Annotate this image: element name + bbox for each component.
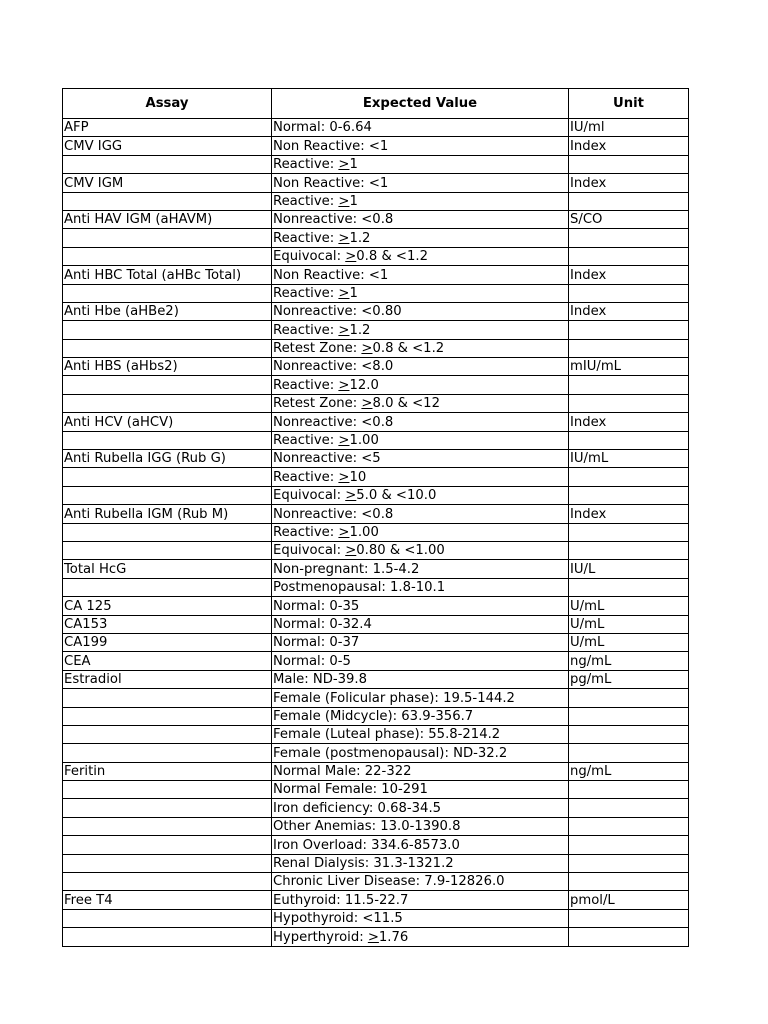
assay-cell <box>63 468 272 486</box>
expected-value-cell: Non Reactive: <1 <box>272 137 569 155</box>
expected-value-cell: Other Anemias: 13.0-1390.8 <box>272 817 569 835</box>
expected-value-cell: Normal: 0-35 <box>272 597 569 615</box>
assay-cell <box>63 817 272 835</box>
expected-value-cell: Retest Zone: >8.0 & <12 <box>272 394 569 412</box>
table-row <box>63 873 689 891</box>
unit-cell <box>569 247 689 265</box>
assay-cell: Anti Hbe (aHBe2) <box>63 302 272 320</box>
expected-value-cell: Nonreactive: <0.8 <box>272 505 569 523</box>
unit-cell <box>569 909 689 927</box>
table-row <box>63 505 689 523</box>
assay-cell: CMV IGG <box>63 137 272 155</box>
table-row <box>63 689 689 707</box>
table-row <box>63 302 689 320</box>
unit-cell <box>569 431 689 449</box>
assay-cell: Total HcG <box>63 560 272 578</box>
expected-value-cell: Normal: 0-32.4 <box>272 615 569 633</box>
table-row <box>63 192 689 210</box>
assay-cell: CMV IGM <box>63 174 272 192</box>
table-row <box>63 431 689 449</box>
assay-cell <box>63 229 272 247</box>
column-header-assay: Assay <box>63 89 272 119</box>
expected-value-cell: Nonreactive: <8.0 <box>272 358 569 376</box>
assay-cell <box>63 578 272 596</box>
table-row <box>63 670 689 688</box>
unit-cell <box>569 468 689 486</box>
table-row <box>63 799 689 817</box>
expected-value-cell: Non Reactive: <1 <box>272 266 569 284</box>
assay-cell <box>63 744 272 762</box>
unit-cell <box>569 928 689 946</box>
expected-value-cell: Female (Folicular phase): 19.5-144.2 <box>272 689 569 707</box>
unit-cell <box>569 155 689 173</box>
table-row <box>63 394 689 412</box>
unit-cell: pg/mL <box>569 670 689 688</box>
unit-cell: ng/mL <box>569 652 689 670</box>
table-row <box>63 560 689 578</box>
expected-value-cell: Nonreactive: <0.8 <box>272 210 569 228</box>
unit-cell: Index <box>569 413 689 431</box>
unit-cell <box>569 689 689 707</box>
table-row <box>63 597 689 615</box>
column-header-expected-value: Expected Value <box>272 89 569 119</box>
assay-cell: AFP <box>63 119 272 137</box>
expected-value-cell: Reactive: >1 <box>272 192 569 210</box>
expected-value-cell: Reactive: >1 <box>272 284 569 302</box>
assay-reference-table <box>62 88 689 947</box>
table-row <box>63 707 689 725</box>
expected-value-cell: Male: ND-39.8 <box>272 670 569 688</box>
table-row <box>63 486 689 504</box>
table-row <box>63 468 689 486</box>
table-row <box>63 247 689 265</box>
unit-cell <box>569 707 689 725</box>
table-row <box>63 137 689 155</box>
unit-cell: mIU/mL <box>569 358 689 376</box>
table-row <box>63 633 689 651</box>
unit-cell: Index <box>569 266 689 284</box>
expected-value-cell: Nonreactive: <0.80 <box>272 302 569 320</box>
table-row <box>63 339 689 357</box>
table-header-row <box>63 89 689 119</box>
assay-cell: Anti HCV (aHCV) <box>63 413 272 431</box>
expected-value-cell: Normal: 0-5 <box>272 652 569 670</box>
table-body <box>63 119 689 947</box>
unit-cell <box>569 781 689 799</box>
expected-value-cell: Iron Overload: 334.6-8573.0 <box>272 836 569 854</box>
table-row <box>63 652 689 670</box>
assay-cell: CA153 <box>63 615 272 633</box>
unit-cell: U/mL <box>569 615 689 633</box>
unit-cell <box>569 394 689 412</box>
table-row <box>63 781 689 799</box>
table-row <box>63 762 689 780</box>
assay-cell: CA199 <box>63 633 272 651</box>
expected-value-cell: Non-pregnant: 1.5-4.2 <box>272 560 569 578</box>
table-row <box>63 321 689 339</box>
table-row <box>63 358 689 376</box>
expected-value-cell: Normal Female: 10-291 <box>272 781 569 799</box>
table-row <box>63 578 689 596</box>
unit-cell <box>569 192 689 210</box>
assay-cell <box>63 854 272 872</box>
table-row <box>63 523 689 541</box>
assay-cell <box>63 284 272 302</box>
expected-value-cell: Normal: 0-6.64 <box>272 119 569 137</box>
table-row <box>63 725 689 743</box>
assay-cell <box>63 873 272 891</box>
assay-cell: Anti HBS (aHbs2) <box>63 358 272 376</box>
assay-cell: Anti Rubella IGG (Rub G) <box>63 450 272 468</box>
assay-cell <box>63 321 272 339</box>
unit-cell <box>569 376 689 394</box>
assay-cell <box>63 431 272 449</box>
expected-value-cell: Equivocal: >0.8 & <1.2 <box>272 247 569 265</box>
expected-value-cell: Postmenopausal: 1.8-10.1 <box>272 578 569 596</box>
assay-cell <box>63 689 272 707</box>
expected-value-cell: Normal Male: 22-322 <box>272 762 569 780</box>
assay-cell: CEA <box>63 652 272 670</box>
unit-cell: IU/L <box>569 560 689 578</box>
table-row <box>63 854 689 872</box>
table-row <box>63 450 689 468</box>
assay-cell <box>63 486 272 504</box>
table-row <box>63 413 689 431</box>
column-header-unit: Unit <box>569 89 689 119</box>
assay-cell <box>63 541 272 559</box>
assay-cell <box>63 394 272 412</box>
expected-value-cell: Female (Midcycle): 63.9-356.7 <box>272 707 569 725</box>
assay-cell: Anti HAV IGM (aHAVM) <box>63 210 272 228</box>
table-row <box>63 376 689 394</box>
unit-cell <box>569 799 689 817</box>
expected-value-cell: Equivocal: >5.0 & <10.0 <box>272 486 569 504</box>
assay-cell <box>63 781 272 799</box>
table-row <box>63 744 689 762</box>
table-row <box>63 174 689 192</box>
expected-value-cell: Nonreactive: <0.8 <box>272 413 569 431</box>
unit-cell <box>569 486 689 504</box>
unit-cell: ng/mL <box>569 762 689 780</box>
assay-cell <box>63 192 272 210</box>
unit-cell <box>569 541 689 559</box>
expected-value-cell: Hyperthyroid: >1.76 <box>272 928 569 946</box>
assay-cell <box>63 376 272 394</box>
table-row <box>63 155 689 173</box>
table-row <box>63 817 689 835</box>
table-row <box>63 229 689 247</box>
expected-value-cell: Reactive: >1.00 <box>272 523 569 541</box>
assay-cell <box>63 909 272 927</box>
expected-value-cell: Euthyroid: 11.5-22.7 <box>272 891 569 909</box>
unit-cell <box>569 578 689 596</box>
expected-value-cell: Retest Zone: >0.8 & <1.2 <box>272 339 569 357</box>
table-row <box>63 284 689 302</box>
assay-cell <box>63 928 272 946</box>
unit-cell: IU/ml <box>569 119 689 137</box>
unit-cell <box>569 229 689 247</box>
assay-cell <box>63 725 272 743</box>
expected-value-cell: Normal: 0-37 <box>272 633 569 651</box>
expected-value-cell: Chronic Liver Disease: 7.9-12826.0 <box>272 873 569 891</box>
table-row <box>63 541 689 559</box>
unit-cell <box>569 339 689 357</box>
expected-value-cell: Renal Dialysis: 31.3-1321.2 <box>272 854 569 872</box>
unit-cell: Index <box>569 174 689 192</box>
unit-cell <box>569 817 689 835</box>
unit-cell: U/mL <box>569 633 689 651</box>
expected-value-cell: Reactive: >1 <box>272 155 569 173</box>
unit-cell <box>569 523 689 541</box>
unit-cell: Index <box>569 137 689 155</box>
assay-cell <box>63 799 272 817</box>
assay-cell: Anti HBC Total (aHBc Total) <box>63 266 272 284</box>
unit-cell: pmol/L <box>569 891 689 909</box>
assay-cell: CA 125 <box>63 597 272 615</box>
expected-value-cell: Reactive: >1.00 <box>272 431 569 449</box>
assay-cell <box>63 339 272 357</box>
expected-value-cell: Reactive: >1.2 <box>272 321 569 339</box>
expected-value-cell: Female (postmenopausal): ND-32.2 <box>272 744 569 762</box>
unit-cell <box>569 284 689 302</box>
table-row <box>63 836 689 854</box>
unit-cell <box>569 854 689 872</box>
unit-cell: S/CO <box>569 210 689 228</box>
unit-cell: Index <box>569 302 689 320</box>
assay-cell: Feritin <box>63 762 272 780</box>
expected-value-cell: Female (Luteal phase): 55.8-214.2 <box>272 725 569 743</box>
expected-value-cell: Reactive: >1.2 <box>272 229 569 247</box>
unit-cell <box>569 725 689 743</box>
unit-cell: U/mL <box>569 597 689 615</box>
table-row <box>63 909 689 927</box>
table-row <box>63 119 689 137</box>
expected-value-cell: Hypothyroid: <11.5 <box>272 909 569 927</box>
table-row <box>63 210 689 228</box>
table-row <box>63 266 689 284</box>
assay-cell: Anti Rubella IGM (Rub M) <box>63 505 272 523</box>
expected-value-cell: Equivocal: >0.80 & <1.00 <box>272 541 569 559</box>
expected-value-cell: Reactive: >12.0 <box>272 376 569 394</box>
assay-cell <box>63 247 272 265</box>
unit-cell: IU/mL <box>569 450 689 468</box>
assay-cell: Estradiol <box>63 670 272 688</box>
unit-cell <box>569 873 689 891</box>
unit-cell <box>569 321 689 339</box>
unit-cell <box>569 744 689 762</box>
assay-cell <box>63 836 272 854</box>
table-row <box>63 615 689 633</box>
assay-cell: Free T4 <box>63 891 272 909</box>
assay-cell <box>63 707 272 725</box>
assay-cell <box>63 523 272 541</box>
unit-cell: Index <box>569 505 689 523</box>
assay-cell <box>63 155 272 173</box>
table-row <box>63 891 689 909</box>
expected-value-cell: Reactive: >10 <box>272 468 569 486</box>
expected-value-cell: Iron deficiency: 0.68-34.5 <box>272 799 569 817</box>
table-row <box>63 928 689 946</box>
expected-value-cell: Non Reactive: <1 <box>272 174 569 192</box>
unit-cell <box>569 836 689 854</box>
expected-value-cell: Nonreactive: <5 <box>272 450 569 468</box>
